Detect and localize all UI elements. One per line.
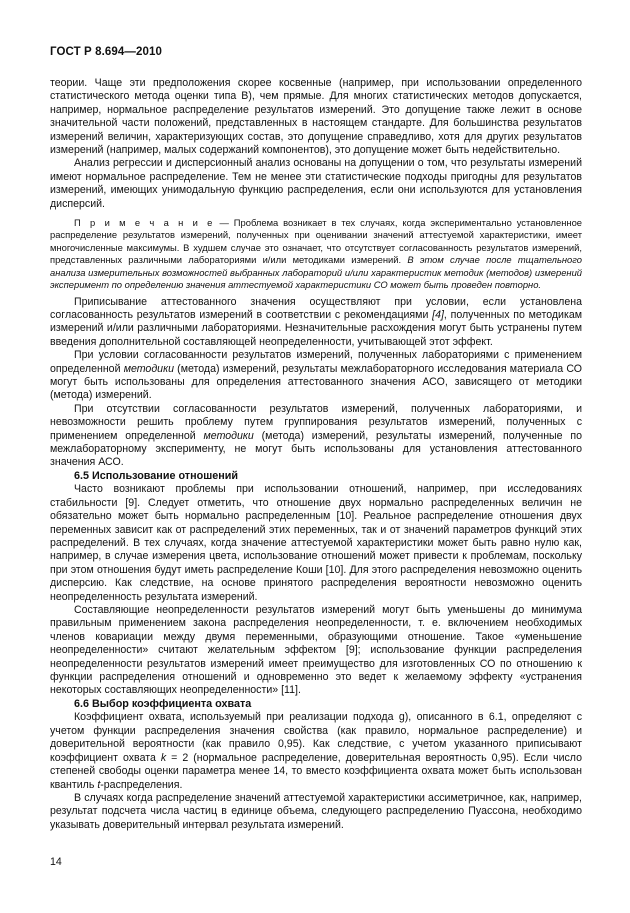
note bbox=[50, 217, 582, 291]
section-heading-6-5: 6.5 Использование отношений bbox=[74, 469, 239, 482]
paragraph bbox=[50, 296, 582, 350]
document-header: ГОСТ Р 8.694—2010 bbox=[50, 46, 162, 58]
text-run: При условии согласованности результатов измерений, полученных лабораториями с применением определенной bbox=[50, 349, 582, 375]
paragraph bbox=[50, 403, 582, 470]
paragraph bbox=[50, 349, 582, 403]
text-run: -распределения. bbox=[100, 778, 183, 791]
text-run: (метода) измерений, результаты измерений, полученные по межлабораторному эксперименту, не могут быть использованы для установления аттестованного значения АСО. bbox=[50, 429, 582, 469]
paragraph: теории. Чаще эти предположения скорее косвенные (например, при использовании определенного статистического метода оценки типа В), чем прямые. Для многих статистических методов допускается, например, нормальное распределение результатов измерений. Это допущение также лежит в основе значительной части положений, представленных в настоящем стандарте. Для большинства результатов измерений величин, характеризующих состав, это допущение справедливо, хотя для других результатов измерений (например, малых содержаний компонентов), это допущение может быть недействительно. bbox=[50, 77, 582, 157]
paragraph: Анализ регрессии и дисперсионный анализ основаны на допущении о том, что результаты измерений имеют нормальное распределение. Тем не менее эти статистические подходы пригодны для результатов измерений, имеющих унимодальную функцию распределения, если они используются для установления дисперсий. bbox=[50, 157, 582, 210]
note-text: — Проблема возникает в тех случаях, когда экспериментально установленное распределение результатов измерений, полученных при оценивании значений аттестуемой характеристики, имеет многочисленные максимумы. В худшем случае это означает, что отсутствует согласованность результатов измерений, представленных различными лабораториями и/или методиками измерений. bbox=[50, 217, 582, 266]
text-run: При отсутствии согласованности результатов измерений, полученных лабораториями, и невозможности решить проблему путем группирования результатов измерений, полученных с применением определенной bbox=[50, 402, 582, 442]
reference: [4] bbox=[432, 308, 444, 321]
note-italic-text: В этом случае после тщательного анализа измерительных возможностей выбранных лабораторий и/или характеристик методик (методов) измерений эксперимент по определению значения аттестуемой характеристики СО может быть проведен повторно. bbox=[50, 254, 583, 291]
paragraph: Составляющие неопределенности результатов измерений могут быть уменьшены до минимума правильным применением закона распределения неопределенности, т. е. включением необходимых членов ковариации между двумя переменными, образующими отношение. Такое «уменьшение неопределенности» считают желательным эффектом [9]; использование функции распределения неопределенности результатов измерений имеет преимущество для изготовленных СО по отношению к функции распределения отношений и одновременно это ведет к желаемому эффекту «устранения некоторых составляющих неопределенности» [11]. bbox=[50, 604, 582, 697]
text-run: = 2 (нормальное распределение, доверительная вероятность 0,95). Если число степеней свободы оценки параметра менее 14, то вместо коэффициента охвата может быть использован квантиль bbox=[50, 751, 582, 791]
section-heading-6-6: 6.6 Выбор коэффициента охвата bbox=[74, 697, 252, 710]
paragraph: Часто возникают проблемы при использовании отношений, например, при исследованиях стабильности [9]. Следует отметить, что отношение двух нормально распределенных величин не обязательно может быть нормально распределенным [10]. Реальное распределение отношения двух переменных зависит как от распределений этих переменных, так и от значений параметров функций этих распределений. В тех случаях, когда значение аттестуемой характеристики может быть равно нулю как, например, в случае измерения цвета, использование отношений может привести к проблемам, поскольку при этом отношения будут иметь распределение Коши [10]. Для этого распределения невозможно оценить дисперсию. Как следствие, на основе принятого распределения вероятности невозможно оценить неопределенность результата измерений. bbox=[50, 483, 582, 603]
text-run: Коэффициент охвата, используемый при реализации подхода g), описанного в 6.1, определяют с учетом функции распределения значения свойства (как правило, нормальное распределение) и доверительной вероятности (как правило 0,95). Как следствие, с учетом указанного приписывают коэффициент охвата bbox=[50, 711, 582, 764]
italic-term: методики bbox=[123, 362, 174, 375]
text-run: (метода) измерений, результаты межлабораторного исследования материала СО могут быть использованы для определения аттестованного значения АСО, зависящего от методики (метода) измерений. bbox=[50, 362, 582, 402]
paragraph: В случаях когда распределение значений аттестуемой характеристики ассиметричное, как, например, результат подсчета числа частиц в единице объема, следующего распределению Пуассона, необходимо указывать доверительный интервал результата измерений. bbox=[50, 791, 582, 831]
note-label: П р и м е ч а н и е bbox=[74, 217, 215, 229]
text-run: Приписывание аттестованного значения осуществляют при условии, если установлена согласованность результатов измерений в соответствии с рекомендациями bbox=[50, 295, 582, 321]
italic-term: методики bbox=[203, 429, 254, 442]
text-run: , полученных по методикам измерений и/или различными лабораториями. Незначительные расхождения могут быть устранены путем введения дополнительной составляющей неопределенности, учитывающей этот эффект. bbox=[50, 308, 582, 348]
italic-symbol: t bbox=[97, 778, 101, 791]
paragraph bbox=[50, 711, 582, 791]
document-body bbox=[50, 77, 582, 832]
italic-symbol: k bbox=[160, 751, 167, 764]
page-number: 14 bbox=[50, 856, 62, 868]
